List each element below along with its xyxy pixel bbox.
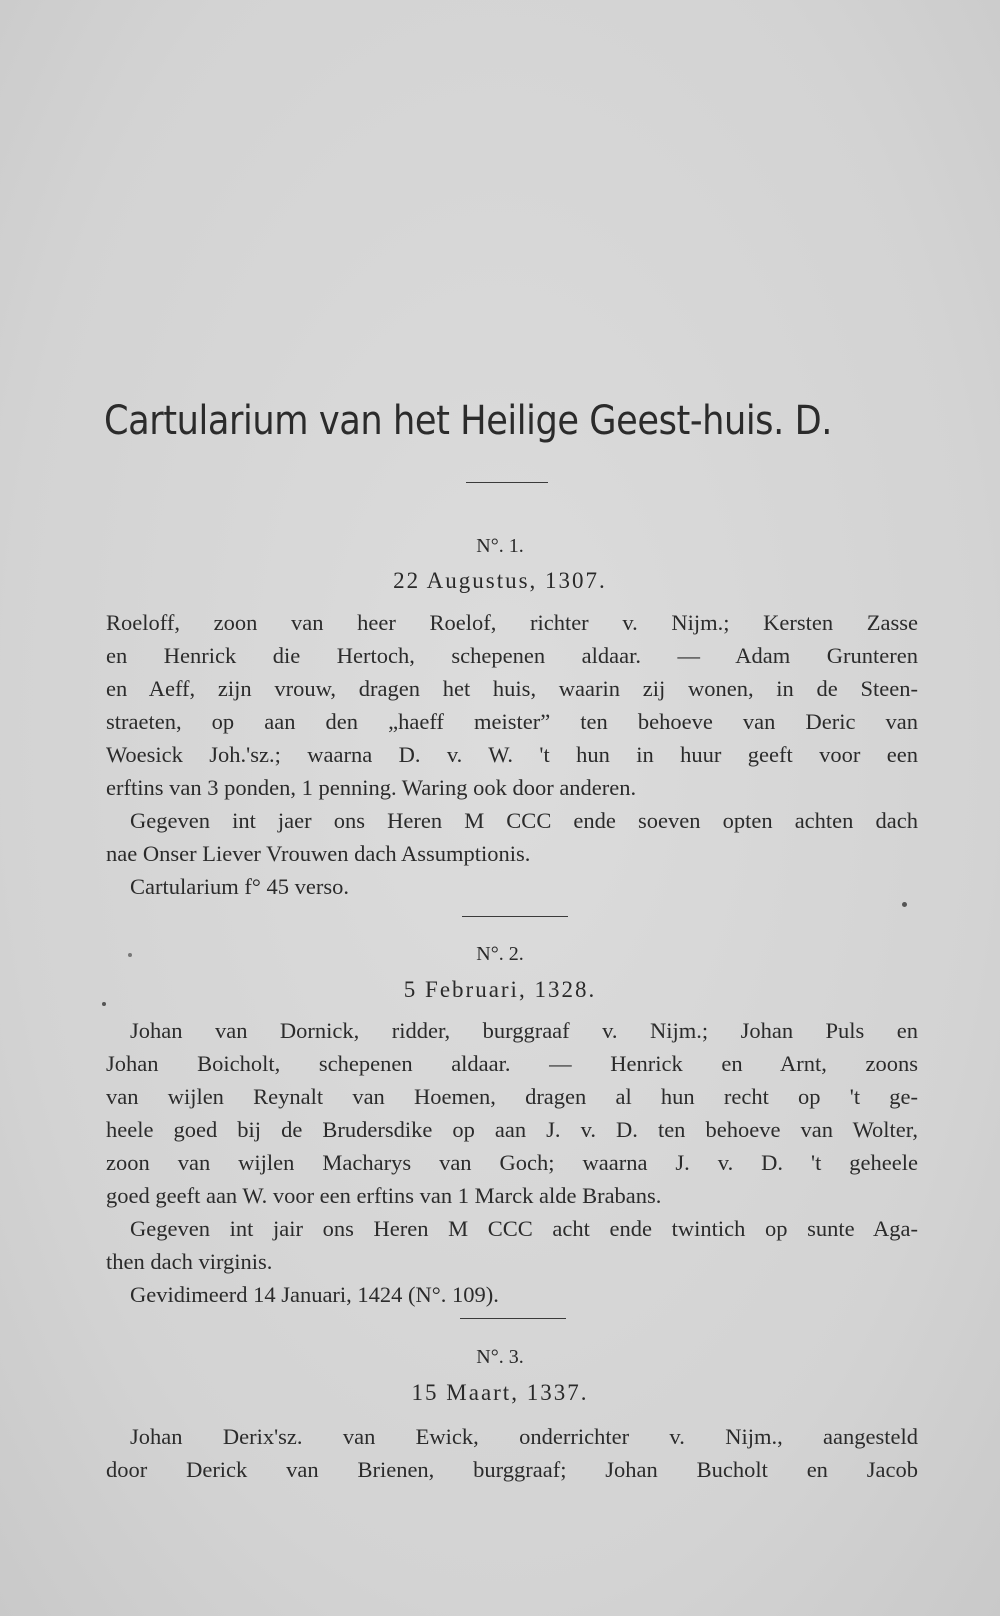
ink-speck <box>902 902 907 907</box>
text-line: door Derick van Brienen, burggraaf; Johan Bucholt en Jacob <box>106 1457 918 1482</box>
entry-text <box>106 1014 918 1311</box>
text-line: Johan Boicholt, schepenen aldaar. — Henrick en Arnt, zoons <box>106 1051 918 1076</box>
text-line: erftins van 3 ponden, 1 penning. Waring ook door anderen. <box>106 775 637 800</box>
text-line: Gegeven int jaer ons Heren M CCC ende soeven opten achten dach <box>130 808 918 833</box>
entry-number: N°. 2. <box>476 943 524 965</box>
text-line: Woesick Joh.'sz.; waarna D. v. W. 't hun in huur geeft voor een <box>106 742 918 767</box>
entry-text <box>106 1420 918 1486</box>
title-rule <box>466 482 548 483</box>
ink-speck <box>102 1002 106 1006</box>
ink-speck <box>128 953 132 957</box>
entry-number: N°. 1. <box>476 535 524 557</box>
text-line: van wijlen Reynalt van Hoemen, dragen al hun recht op 't ge- <box>106 1084 918 1109</box>
entry-rule <box>460 1318 566 1319</box>
text-line: Johan Derix'sz. van Ewick, onderrichter v. Nijm., aangesteld <box>130 1424 918 1449</box>
entry-date: 15 Maart, 1337. <box>411 1380 589 1405</box>
text-line: Cartularium f° 45 verso. <box>130 874 349 899</box>
entry-rule <box>462 916 568 917</box>
page-title: Cartularium van het Heilige Geest-huis. D. <box>104 398 832 444</box>
text-line: en Aeff, zijn vrouw, dragen het huis, waarin zij wonen, in de Steen- <box>106 676 918 701</box>
text-line: Johan van Dornick, ridder, burggraaf v. Nijm.; Johan Puls en <box>130 1018 918 1043</box>
text-line: Gevidimeerd 14 Januari, 1424 (N°. 109). <box>130 1282 499 1307</box>
text-line: heele goed bij de Brudersdike op aan J. v. D. ten behoeve van Wolter, <box>106 1117 918 1142</box>
text-line: then dach virginis. <box>106 1249 273 1274</box>
text-line: zoon van wijlen Macharys van Goch; waarna J. v. D. 't geheele <box>106 1150 918 1175</box>
text-line: straeten, op aan den „haeff meister” ten behoeve van Deric van <box>106 709 918 734</box>
entry-date: 22 Augustus, 1307. <box>393 568 607 593</box>
text-line: Roeloff, zoon van heer Roelof, richter v. Nijm.; Kersten Zasse <box>106 610 918 635</box>
text-line: nae Onser Liever Vrouwen dach Assumptionis. <box>106 841 531 866</box>
entry-text <box>106 606 918 903</box>
text-line: goed geeft aan W. voor een erftins van 1 Marck alde Brabans. <box>106 1183 662 1208</box>
entry-date: 5 Februari, 1328. <box>403 977 597 1002</box>
entry-number: N°. 3. <box>476 1346 524 1368</box>
text-line: Gegeven int jair ons Heren M CCC acht ende twintich op sunte Aga- <box>130 1216 918 1241</box>
text-line: en Henrick die Hertoch, schepenen aldaar. — Adam Grunteren <box>106 643 918 668</box>
